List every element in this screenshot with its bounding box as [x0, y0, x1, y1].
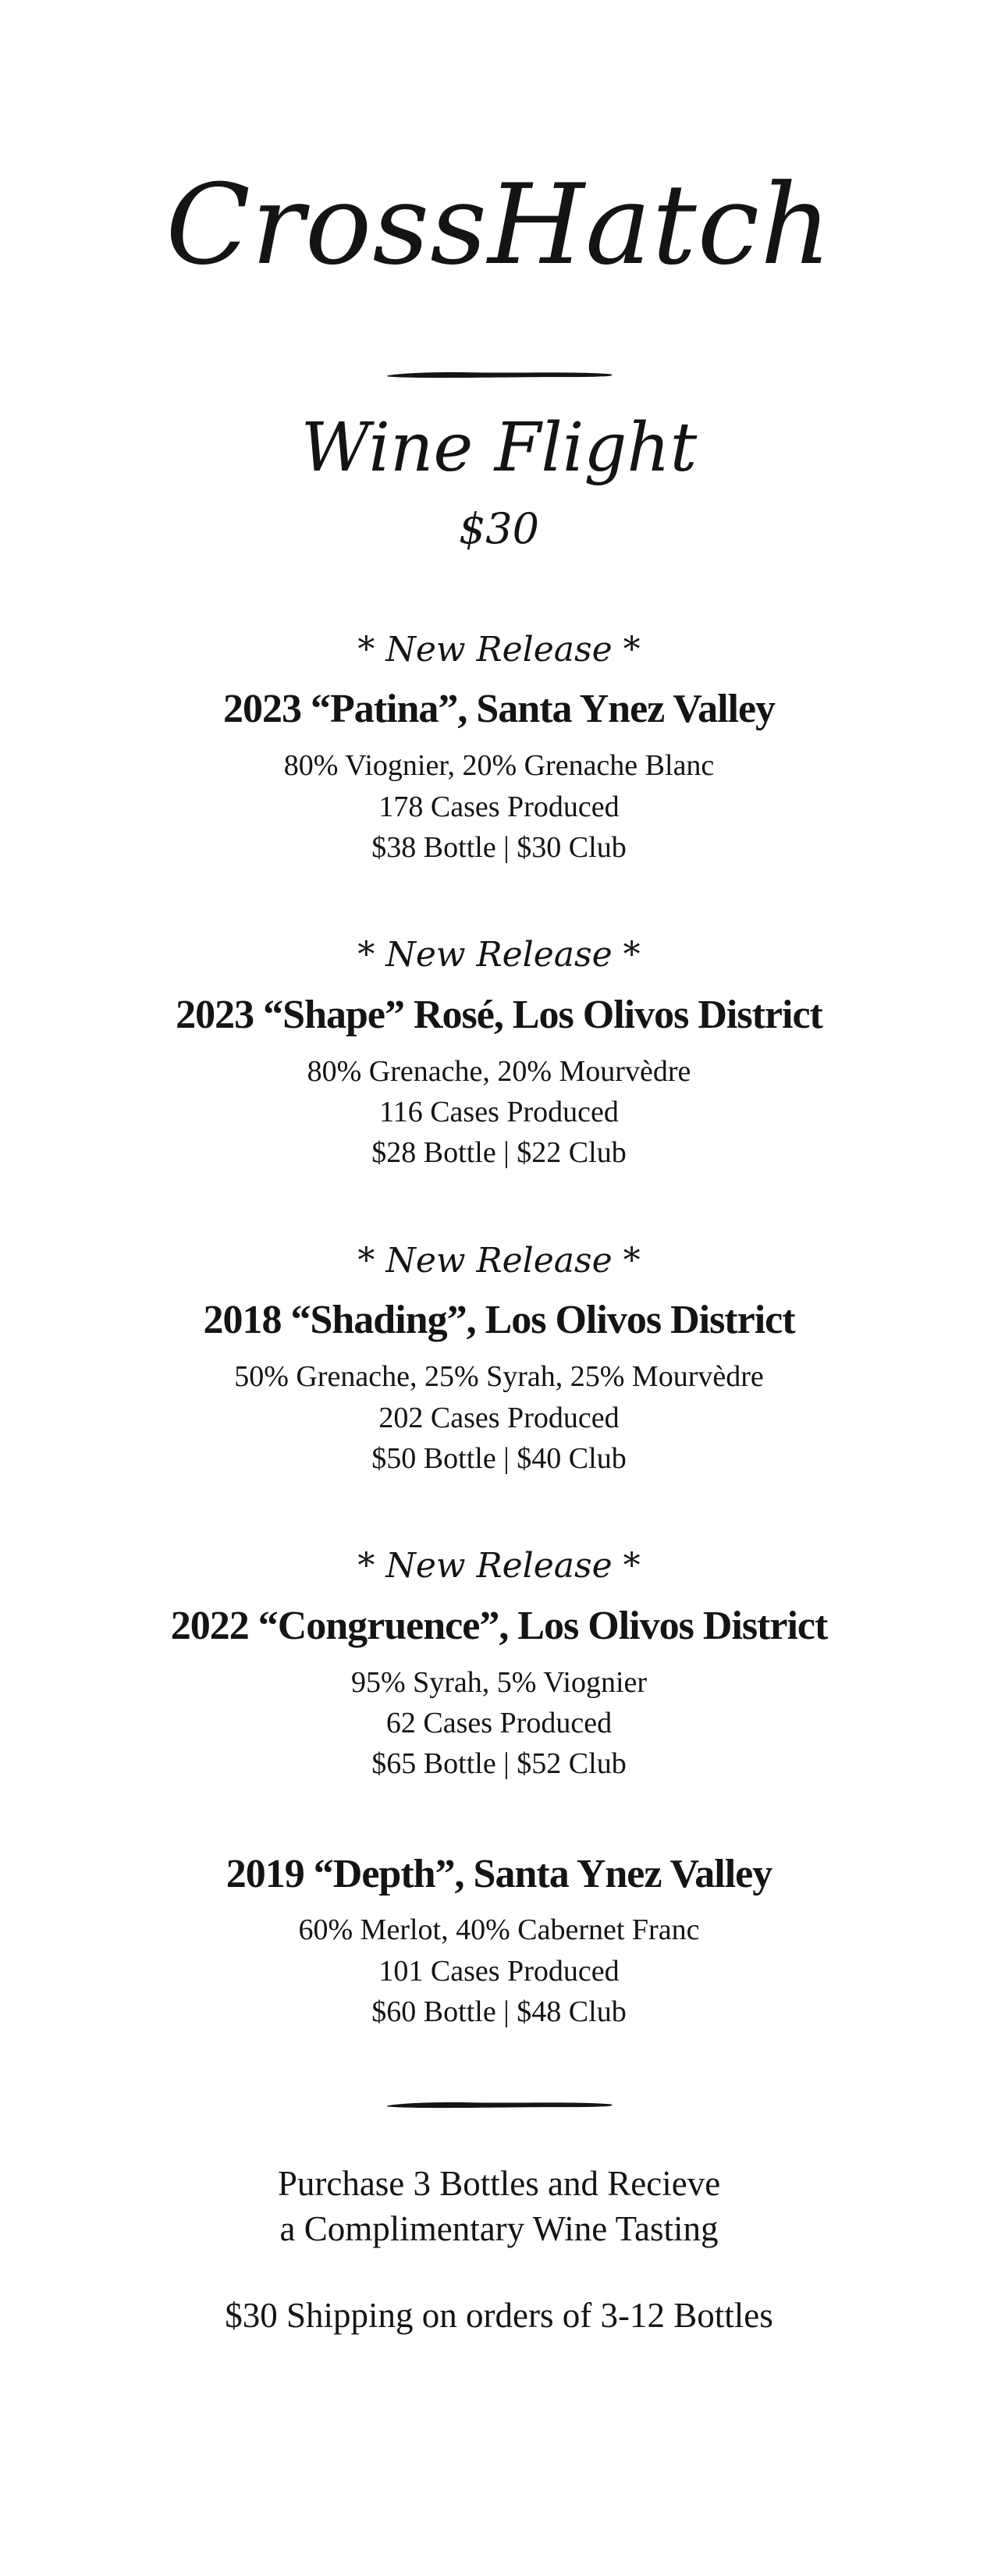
- wine-pricing: $28 Bottle | $22 Club: [371, 1136, 627, 1170]
- promo-line-2: a Complimentary Wine Tasting: [279, 2209, 719, 2249]
- wine-entry: [0, 931, 998, 1174]
- wine-entry: [0, 1542, 998, 1785]
- divider-stroke-bottom: [383, 2098, 616, 2111]
- wine-title: 2018 “Shading”, Los Olivos District: [203, 1298, 795, 1343]
- wine-pricing: $50 Bottle | $40 Club: [371, 1441, 627, 1475]
- flight-price: $30: [458, 504, 540, 554]
- new-release-badge: * New Release *: [357, 935, 641, 975]
- promo-text: [0, 2161, 998, 2252]
- wine-blend: 95% Syrah, 5% Viognier: [350, 1665, 648, 1699]
- wine-blend: 60% Merlot, 40% Cabernet Franc: [298, 1913, 700, 1947]
- wine-title: 2023 “Patina”, Santa Ynez Valley: [222, 687, 776, 732]
- wine-production: 178 Cases Produced: [378, 790, 620, 823]
- wine-blend: 50% Grenache, 25% Syrah, 25% Mourvèdre: [234, 1360, 764, 1394]
- new-release-badge: * New Release *: [357, 1546, 641, 1586]
- wine-pricing: $65 Bottle | $52 Club: [371, 1747, 627, 1781]
- wine-title: 2023 “Shape” Rosé, Los Olivos District: [176, 992, 822, 1037]
- wine-pricing: $60 Bottle | $48 Club: [371, 1995, 627, 2029]
- shipping-note: $30 Shipping on orders of 3-12 Bottles: [225, 2295, 773, 2335]
- new-release-badge: * New Release *: [357, 629, 641, 670]
- wine-blend: 80% Grenache, 20% Mourvèdre: [307, 1054, 691, 1088]
- wine-blend: 80% Viognier, 20% Grenache Blanc: [283, 749, 715, 783]
- wine-production: 62 Cases Produced: [385, 1707, 613, 1739]
- wine-pricing: $38 Bottle | $30 Club: [371, 830, 627, 864]
- new-release-badge: * New Release *: [357, 1240, 641, 1281]
- divider-stroke-top: [384, 368, 615, 381]
- wine-entry: [0, 1848, 998, 2033]
- wine-entry: [0, 626, 998, 869]
- wine-production: 116 Cases Produced: [379, 1096, 619, 1128]
- flight-title: Wine Flight: [300, 408, 698, 487]
- wine-production: 202 Cases Produced: [378, 1401, 620, 1434]
- wine-title: 2022 “Congruence”, Los Olivos District: [170, 1603, 828, 1648]
- promo-line-1: Purchase 3 Bottles and Recieve: [277, 2163, 721, 2203]
- wine-production: 101 Cases Produced: [378, 1954, 620, 1988]
- brand-logo: CrossHatch: [165, 161, 833, 290]
- wine-title: 2019 “Depth”, Santa Ynez Valley: [226, 1851, 772, 1896]
- wine-entry: [0, 1237, 998, 1480]
